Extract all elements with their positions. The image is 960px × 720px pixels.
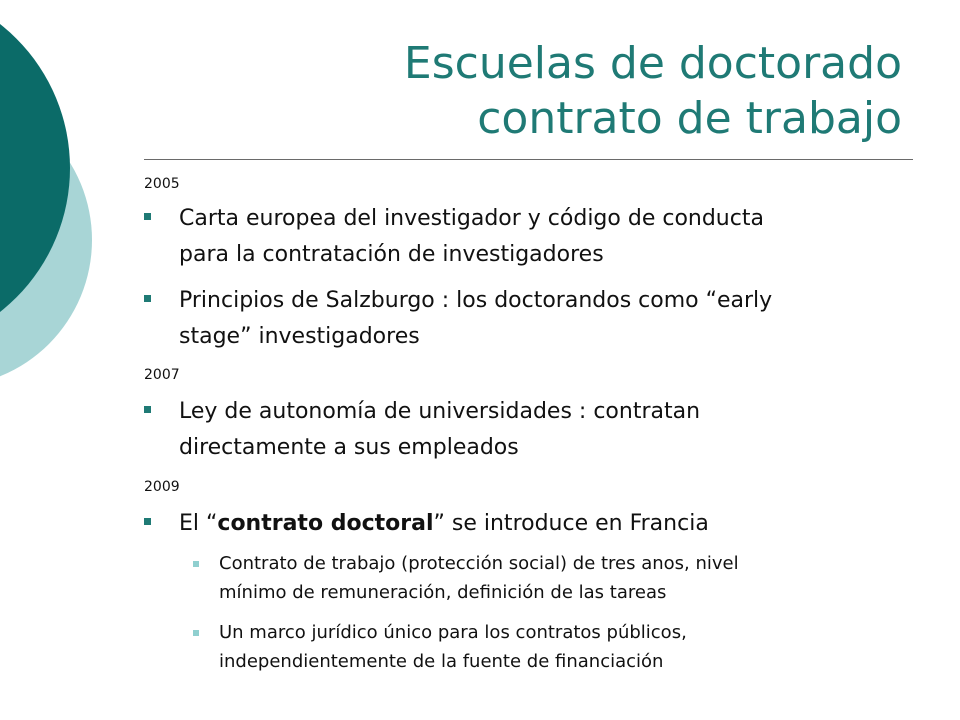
bullet-carta-europea <box>179 201 899 273</box>
bullet-prefix: El “ <box>179 511 218 536</box>
bullet-line: para la contratación de investigadores <box>179 242 604 267</box>
title-divider <box>144 159 913 160</box>
sub-bullet-line: Contrato de trabajo (protección social) de tres anos, nivel <box>219 553 739 574</box>
slide-title <box>182 36 902 146</box>
sub-bullet-marker-icon <box>193 561 199 567</box>
bullet-emphasis: contrato doctoral <box>217 511 434 536</box>
bullet-contrato-doctoral <box>179 506 899 542</box>
sub-bullet-marco-juridico <box>219 618 909 676</box>
bullet-marker-icon <box>144 213 151 220</box>
title-line-2: contrato de trabajo <box>477 93 902 144</box>
sub-bullet-line: Un marco jurídico único para los contratos públicos, <box>219 622 687 643</box>
bullet-line: stage” investigadores <box>179 324 420 349</box>
sub-bullet-marker-icon <box>193 630 199 636</box>
bullet-ley-autonomia <box>179 394 899 466</box>
bullet-marker-icon <box>144 518 151 525</box>
bullet-line: Principios de Salzburgo : los doctorandos como “early <box>179 288 773 313</box>
bullet-line: directamente a sus empleados <box>179 435 519 460</box>
sub-bullet-line: mínimo de remuneración, definición de las tareas <box>219 582 667 603</box>
bullet-suffix: ” se introduce en Francia <box>433 511 709 536</box>
bullet-line: Carta europea del investigador y código de conducta <box>179 206 764 231</box>
year-label-2009: 2009 <box>144 479 180 495</box>
bullet-principios-salzburgo <box>179 283 899 355</box>
bullet-marker-icon <box>144 295 151 302</box>
bullet-line: Ley de autonomía de universidades : contratan <box>179 399 701 424</box>
sub-bullet-line: independientemente de la fuente de financiación <box>219 651 664 672</box>
title-line-1: Escuelas de doctorado <box>403 38 902 89</box>
sub-bullet-contrato-trabajo <box>219 549 909 607</box>
bullet-marker-icon <box>144 406 151 413</box>
year-label-2007: 2007 <box>144 367 180 383</box>
year-label-2005: 2005 <box>144 176 180 192</box>
